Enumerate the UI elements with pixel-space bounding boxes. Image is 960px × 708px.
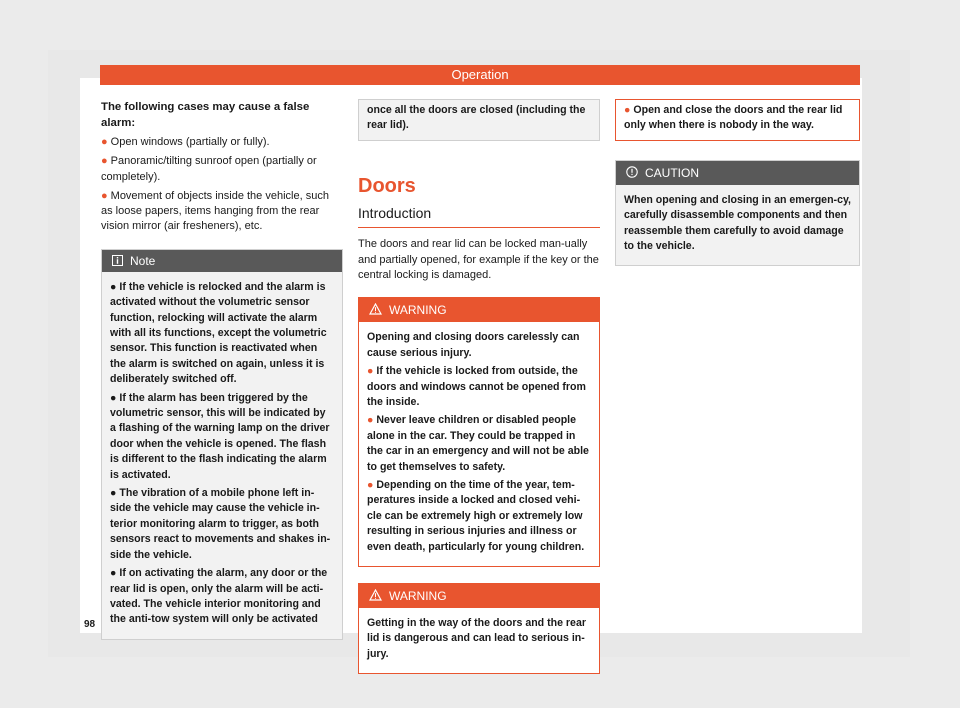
warning-triangle-icon <box>369 585 382 609</box>
bullet-icon: ● <box>624 104 631 116</box>
intro-paragraph: The doors and rear lid can be locked man-ually and partially opened, for example if the key or the central locking is damaged. <box>358 238 599 281</box>
caution-body <box>616 185 859 266</box>
bullet-icon: ● <box>110 487 117 500</box>
list-item: ● Depending on the time of the year, tem-peratures inside a locked and closed vehi-cle can be extremely high or extremely low resulting in serious injuries and illness or even death, particularly for young children. <box>367 478 585 553</box>
column-middle <box>358 99 600 674</box>
note-box <box>101 249 343 640</box>
bullet-icon: ● <box>101 136 108 148</box>
note-title: Note <box>130 253 156 268</box>
section-header: Operation <box>100 65 860 85</box>
warning-triangle-icon <box>369 299 382 323</box>
list-item: ● If the vehicle is relocked and the alarm is activated without the volumetric sensor function, relocking will activate the alarm with all its functions, except the volumetric sensor. This function is reactivated when the alarm is switched on again, unless it is deliberately switched off. <box>110 280 327 386</box>
bullet-icon: ● <box>110 391 117 404</box>
bullet-icon: ● <box>101 155 108 168</box>
bullet-icon: ● <box>101 189 108 202</box>
warning-body <box>359 608 599 673</box>
list-item: ● If on activating the alarm, any door or the rear lid is open, only the alarm will be acti-vated. The vehicle interior monitoring and the anti-tow system will only be activated <box>110 567 328 626</box>
bullet-icon: ● <box>367 478 374 491</box>
false-alarm-lead: The following cases may cause a false alarm: <box>101 101 310 129</box>
warning-title: WARNING <box>389 303 447 318</box>
list-item: ● Never leave children or disabled people alone in the car. They could be trapped in the car in an emergency and will not be able to get themselves to safety. <box>367 414 589 473</box>
list-item: ● If the vehicle is locked from outside, the doors and windows cannot be opened from the inside. <box>367 365 586 408</box>
column-left <box>101 99 343 640</box>
caution-box <box>615 160 860 267</box>
caution-text: When opening and closing in an emergen-cy, carefully disassemble components and then reassemble them carefully to avoid damage to the vehicle. <box>624 193 852 253</box>
warning-title: WARNING <box>389 588 447 603</box>
subsection-heading: Introduction <box>358 206 600 228</box>
caution-title: CAUTION <box>645 165 699 180</box>
list-item: ● Open windows (partially or fully). <box>101 136 270 148</box>
list-item: ● Movement of objects inside the vehicle, such as loose papers, items hanging from the rear vision mirror (air fresheners), etc. <box>101 189 329 233</box>
info-icon <box>112 251 123 273</box>
list-item: ● Panoramic/tilting sunroof open (partially or completely). <box>101 155 317 183</box>
bullet-icon: ● <box>367 414 374 427</box>
column-right <box>615 99 860 266</box>
page-number: 98 <box>84 619 96 630</box>
warning-text: Getting in the way of the doors and the rear lid is dangerous and can lead to serious in-jury. <box>367 616 586 660</box>
list-item: ● If the alarm has been triggered by the volumetric sensor, this will be indicated by a flashing of the warning lamp on the driver door when the vehicle is opened. The flash is different to the flash indicating the alarm is activated. <box>110 391 330 481</box>
caution-circle-icon <box>626 162 638 186</box>
warning-lead: Opening and closing doors carelessly can cause serious injury. <box>367 331 580 359</box>
warning-box <box>358 297 600 567</box>
warning-continuation: ● Open and close the doors and the rear lid only when there is nobody in the way. <box>615 99 860 141</box>
note-header <box>102 250 342 272</box>
bullet-icon: ● <box>110 567 117 580</box>
note-body <box>102 272 342 639</box>
warning-body <box>359 322 599 566</box>
warning-header <box>359 584 599 608</box>
bullet-icon: ● <box>110 280 117 293</box>
warning-header <box>359 298 599 322</box>
caution-header <box>616 161 859 185</box>
bullet-icon: ● <box>367 365 374 378</box>
note-continuation: once all the doors are closed (including the rear lid). <box>358 99 600 141</box>
section-heading: Doors <box>358 174 416 197</box>
warning-box <box>358 583 600 674</box>
list-item: ● The vibration of a mobile phone left in-side the vehicle may cause the vehicle in-terior monitoring alarm to trigger, as both sensors react to movements and shakes in-side the vehicle. <box>110 487 331 561</box>
